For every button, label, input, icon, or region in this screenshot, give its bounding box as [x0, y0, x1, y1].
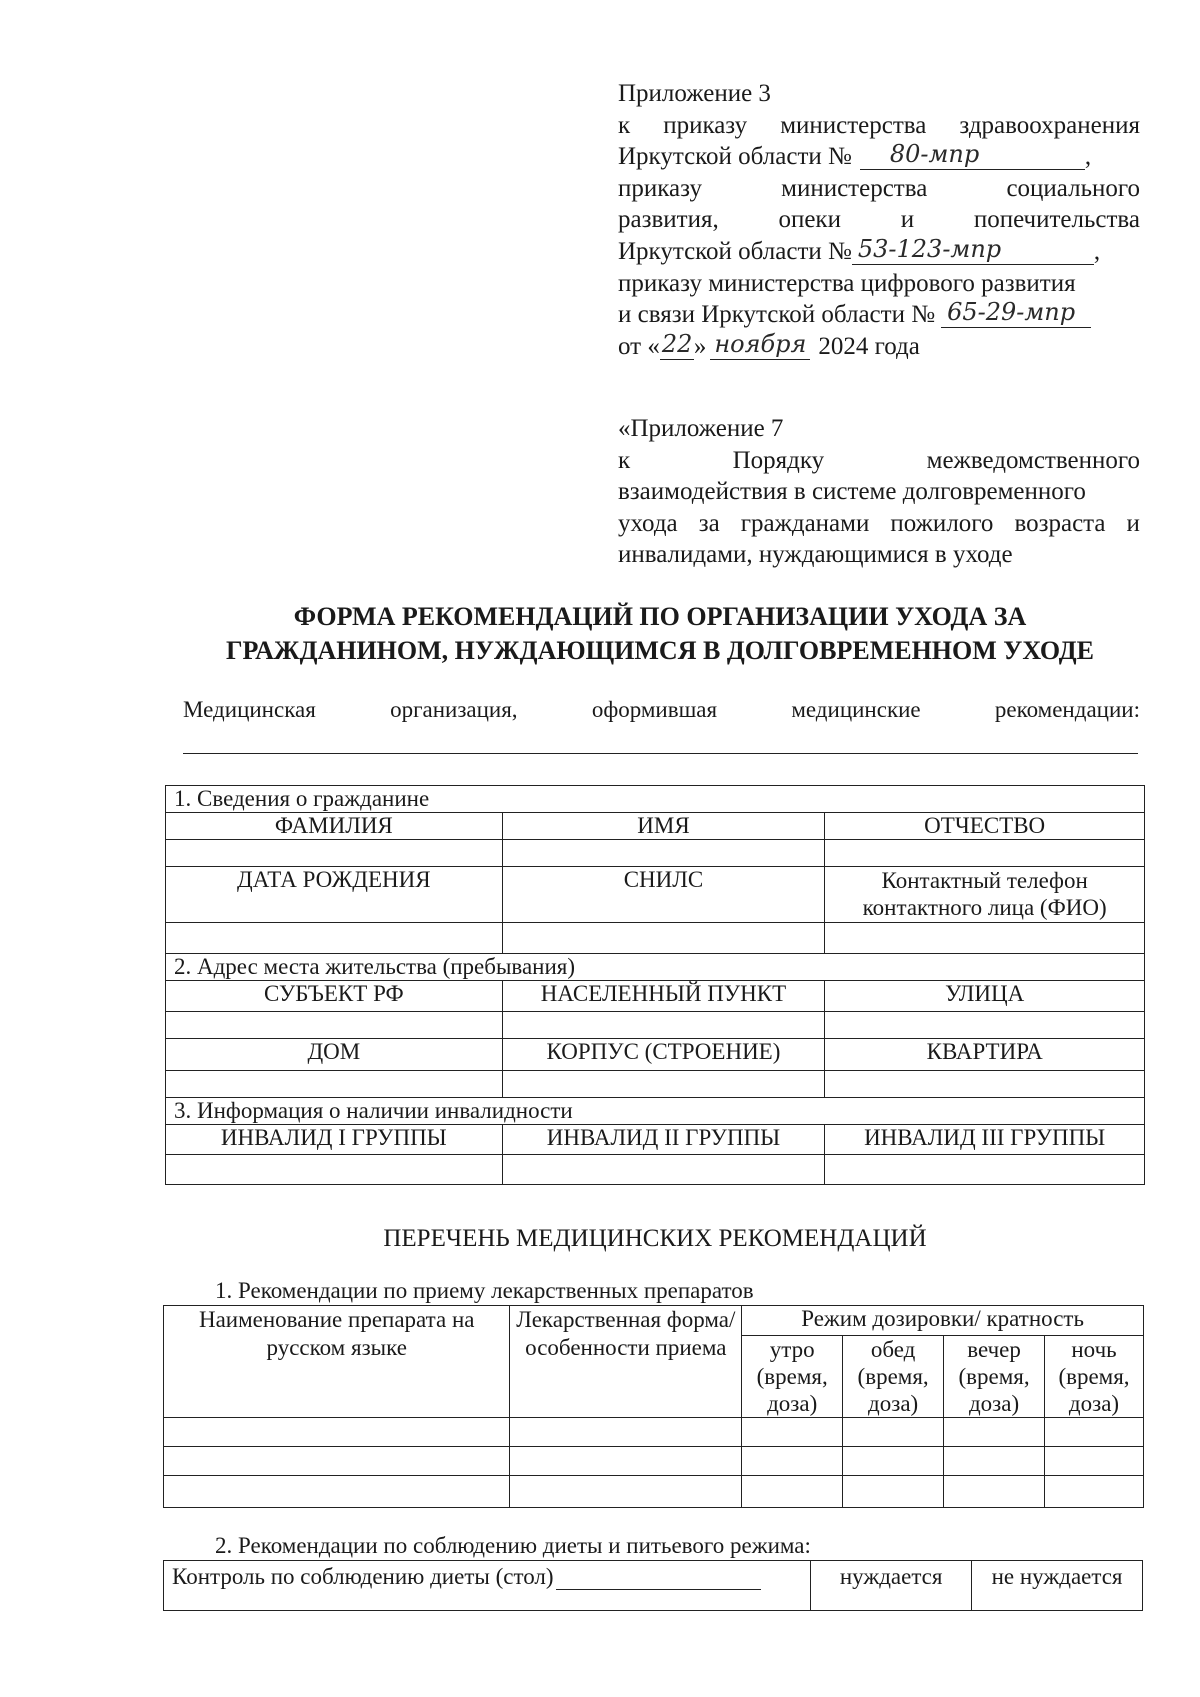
street-cell[interactable]: [825, 1012, 1145, 1039]
appendix-label: Приложение 3: [618, 80, 771, 107]
patronymic-cell[interactable]: [825, 840, 1145, 867]
date-month-field: [710, 331, 810, 360]
night-cell[interactable]: [1045, 1476, 1144, 1508]
date-prefix: от «: [618, 332, 660, 360]
word: опеки: [778, 206, 841, 234]
diet-control-label: Контроль по соблюдению диеты (стол): [172, 1564, 554, 1589]
drug-name-cell[interactable]: [164, 1447, 510, 1476]
word: попечительства: [973, 206, 1140, 234]
disability-3-cell[interactable]: [825, 1155, 1145, 1185]
header-morning: утро (время, доза): [742, 1336, 843, 1418]
word: пожилого: [890, 509, 994, 537]
header-surname: ФАМИЛИЯ: [166, 813, 503, 840]
appendix7-title: «Приложение 7: [618, 415, 784, 442]
appendix7-text: инвалидами, нуждающимися в уходе: [618, 541, 1013, 569]
header-line-3: [618, 173, 1140, 205]
section-address: 2. Адрес места жительства (пребывания): [166, 954, 1145, 981]
word: здравоохранения: [959, 111, 1140, 139]
drug-form-cell[interactable]: [510, 1476, 742, 1508]
header-region: СУБЪЕКТ РФ: [166, 981, 503, 1012]
comma: ,: [1084, 143, 1092, 171]
appendix7-line-2: [618, 445, 1140, 477]
word: межведомственного: [926, 446, 1140, 474]
header-street: УЛИЦА: [825, 981, 1145, 1012]
morning-cell[interactable]: [742, 1447, 843, 1476]
word: к: [618, 111, 631, 139]
drug-name-cell[interactable]: [164, 1418, 510, 1447]
header-birth-date: ДАТА РОЖДЕНИЯ: [166, 867, 503, 923]
medication-table: [163, 1305, 1144, 1508]
header-apartment: КВАРТИРА: [825, 1039, 1145, 1071]
word: организация,: [390, 697, 518, 722]
organization-input-line[interactable]: [183, 753, 1138, 754]
header-noon: обед (время, доза): [843, 1336, 944, 1418]
word: возраста: [1014, 509, 1106, 537]
diet-control-cell: [164, 1561, 811, 1611]
drug-form-cell[interactable]: [510, 1418, 742, 1447]
word: за: [698, 509, 720, 537]
contact-phone-cell[interactable]: [825, 923, 1145, 954]
date-year: 2024 года: [818, 332, 920, 360]
surname-cell[interactable]: [166, 840, 503, 867]
med-list-title: ПЕРЕЧЕНЬ МЕДИЦИНСКИХ РЕКОМЕНДАЦИЙ: [383, 1225, 927, 1252]
disability-2-cell[interactable]: [502, 1155, 825, 1185]
birth-date-cell[interactable]: [166, 923, 503, 954]
order-prefix: Иркутской области №: [618, 237, 852, 265]
header-dosage-mode: Режим дозировки/ кратность: [742, 1306, 1144, 1336]
handwritten-month: ноября: [714, 329, 807, 358]
header-line-2: [618, 141, 1140, 173]
morning-cell[interactable]: [742, 1418, 843, 1447]
header-line-1: [618, 110, 1140, 142]
word: министерства: [780, 111, 927, 139]
order-number-field: [860, 141, 1085, 170]
word: Медицинская: [183, 697, 316, 722]
header-patronymic: ОТЧЕСТВО: [825, 813, 1145, 840]
handwritten-order-number: 65-29-мпр: [947, 298, 1076, 327]
drug-name-cell[interactable]: [164, 1476, 510, 1508]
drug-form-cell[interactable]: [510, 1447, 742, 1476]
section-citizen-info: 1. Сведения о гражданине: [166, 786, 1145, 813]
handwritten-day: 22: [661, 329, 693, 358]
header-locality: НАСЕЛЕННЫЙ ПУНКТ: [502, 981, 825, 1012]
header-block: [618, 78, 1140, 362]
header-building: КОРПУС (СТРОЕНИЕ): [502, 1039, 825, 1071]
word: социального: [1006, 174, 1140, 202]
building-cell[interactable]: [502, 1071, 825, 1098]
word: гражданами: [740, 509, 870, 537]
word: приказу: [663, 111, 748, 139]
word: приказу: [618, 174, 702, 202]
header-disability-3: ИНВАЛИД III ГРУППЫ: [825, 1125, 1145, 1155]
handwritten-order-number: 53-123-мпр: [857, 234, 1002, 263]
evening-cell[interactable]: [944, 1476, 1045, 1508]
order-number-field: [852, 236, 1094, 265]
header-disability-1: ИНВАЛИД I ГРУППЫ: [166, 1125, 503, 1155]
form-title-line-2: ГРАЖДАНИНОМ, НУЖДАЮЩИМСЯ В ДОЛГОВРЕМЕННОМ УХОДЕ: [225, 636, 1094, 665]
header-line-8: [618, 331, 1140, 363]
needs-option[interactable]: нуждается: [811, 1561, 972, 1611]
noon-cell[interactable]: [843, 1476, 944, 1508]
diet-table: [163, 1560, 1143, 1611]
noon-cell[interactable]: [843, 1418, 944, 1447]
comma: ,: [1093, 237, 1101, 265]
header-snils: СНИЛС: [502, 867, 825, 923]
evening-cell[interactable]: [944, 1447, 1045, 1476]
word: и: [900, 206, 915, 234]
night-cell[interactable]: [1045, 1447, 1144, 1476]
header-drug-name: Наименование препарата на русском языке: [164, 1306, 510, 1418]
word: Порядку: [732, 446, 825, 474]
header-line-6: [618, 268, 1140, 300]
header-drug-form: Лекарственная форма/особенности приема: [510, 1306, 742, 1418]
word: оформившая: [591, 697, 718, 722]
word: ухода: [618, 509, 678, 537]
rec1-title: 1. Рекомендации по приему лекарственных препаратов: [215, 1278, 754, 1303]
word: рекомендации:: [994, 697, 1140, 722]
header-name: ИМЯ: [502, 813, 825, 840]
night-cell[interactable]: [1045, 1418, 1144, 1447]
order-prefix: и связи Иркутской области №: [618, 301, 936, 329]
header-text: приказу министерства цифрового развития: [618, 269, 1076, 297]
disability-1-cell[interactable]: [166, 1155, 503, 1185]
header-house: ДОМ: [166, 1039, 503, 1071]
word: министерства: [781, 174, 928, 202]
morning-cell[interactable]: [742, 1476, 843, 1508]
quote-mark: »: [693, 332, 707, 360]
word: развития,: [618, 206, 719, 234]
apartment-cell[interactable]: [825, 1071, 1145, 1098]
name-cell[interactable]: [502, 840, 825, 867]
appendix7-text: взаимодействия в системе долговременного: [618, 478, 1086, 506]
appendix7-block: [618, 413, 1140, 571]
form-title-line-1: ФОРМА РЕКОМЕНДАЦИЙ ПО ОРГАНИЗАЦИИ УХОДА ЗА: [293, 602, 1027, 631]
header-disability-2: ИНВАЛИД II ГРУППЫ: [502, 1125, 825, 1155]
order-prefix: Иркутской области №: [618, 143, 852, 171]
header-line-5: [618, 236, 1140, 268]
diet-table-input-line[interactable]: [556, 1567, 761, 1590]
section-disability: 3. Информация о наличии инвалидности: [166, 1098, 1145, 1125]
word: к: [618, 446, 631, 474]
form-title: [180, 600, 1140, 668]
locality-cell[interactable]: [502, 1012, 825, 1039]
citizen-info-table: [165, 785, 1145, 1185]
not-needs-option[interactable]: не нуждается: [972, 1561, 1143, 1611]
word: и: [1126, 509, 1140, 537]
snils-cell[interactable]: [502, 923, 825, 954]
noon-cell[interactable]: [843, 1447, 944, 1476]
date-day-field: [660, 331, 694, 360]
evening-cell[interactable]: [944, 1418, 1045, 1447]
rec2-title: 2. Рекомендации по соблюдению диеты и питьевого режима:: [215, 1533, 811, 1558]
house-cell[interactable]: [166, 1071, 503, 1098]
header-night: ночь (время, доза): [1045, 1336, 1144, 1418]
word: медицинские: [791, 697, 921, 722]
organization-line: [183, 697, 1140, 723]
header-line-7: [618, 299, 1140, 331]
region-cell[interactable]: [166, 1012, 503, 1039]
handwritten-order-number: 80-мпр: [889, 140, 980, 169]
header-evening: вечер (время, доза): [944, 1336, 1045, 1418]
header-line-4: [618, 204, 1140, 236]
appendix7-line-4: [618, 508, 1140, 540]
appendix-title: [618, 78, 1140, 110]
order-number-field: [941, 299, 1091, 328]
header-contact-phone: Контактный телефон контактного лица (ФИО): [825, 867, 1145, 923]
